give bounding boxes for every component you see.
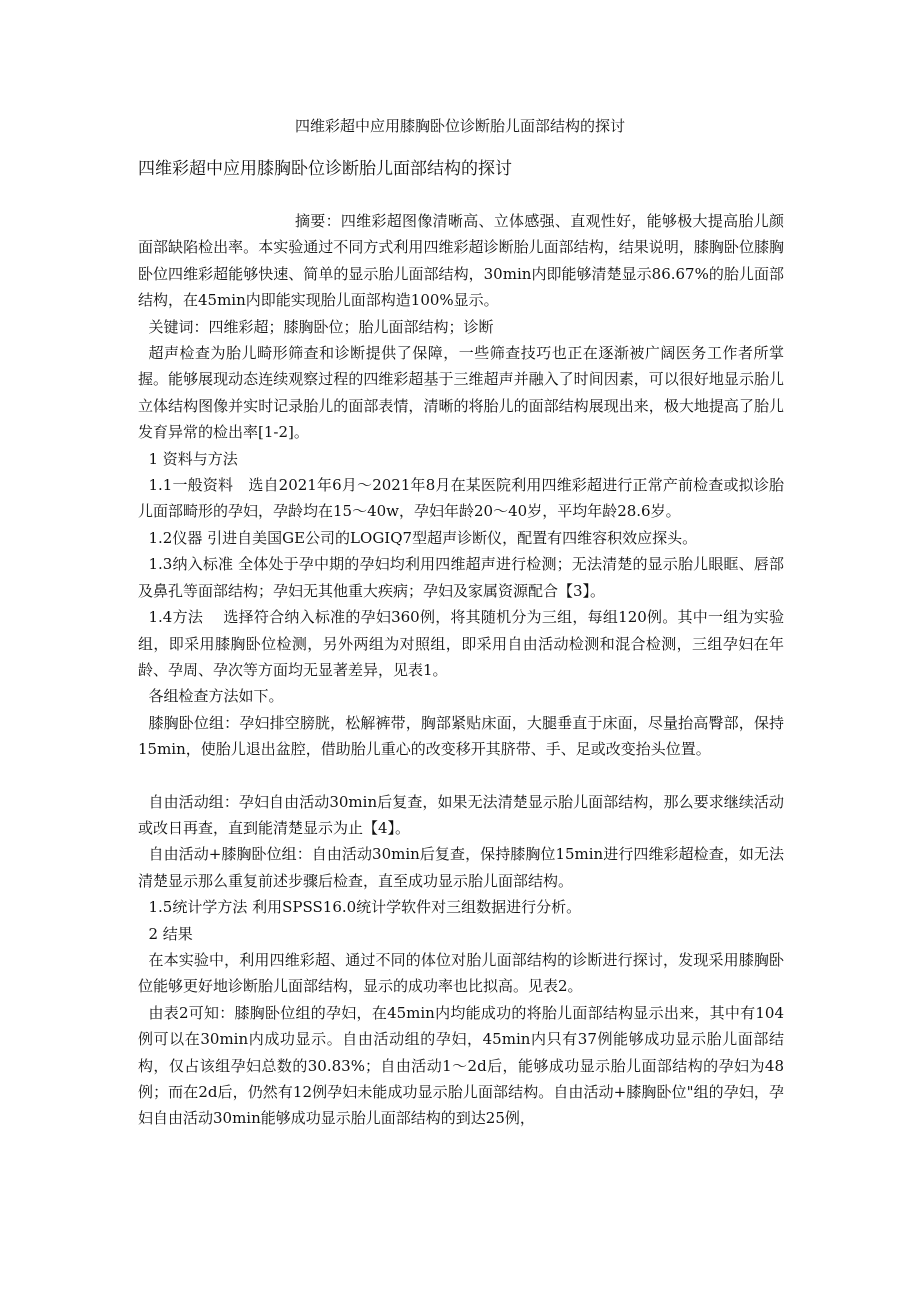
method-paragraph: 1.4方法 选择符合纳入标准的孕妇360例，将其随机分为三组，每组120例。其中一组为实验组，即采用膝胸卧位检测，另外两组为对照组，即采用自由活动检测和混合检测，三组孕妇在年龄、孕周、孕次等方面均无显著差异，见表1。 (138, 608, 784, 679)
knee-chest-group-paragraph: 膝胸卧位组：孕妇排空膀胱，松解裤带，胸部紧贴床面，大腿垂直于床面，尽量抬高臀部，保持15min，使胎儿退出盆腔，借助胎儿重心的改变移开其脐带、手、足或改变抬头位置。 (138, 713, 784, 759)
keywords-paragraph: 关键词：四维彩超；膝胸卧位；胎儿面部结构；诊断 (148, 317, 494, 336)
abstract-paragraph: 摘要：四维彩超图像清晰高、立体感强、直观性好，能够极大提高胎儿颜面部缺陷检出率。本实验通过不同方式利用四维彩超诊断胎儿面部结构，结果说明，膝胸卧位膝胸卧位四维彩超能够快速、简单的显示胎儿面部结构，30min内即能够清楚显示86.67%的胎儿面部结构，在45min内即能实现胎儿面部构造100%显示。 (138, 212, 784, 310)
results-paragraph: 在本实验中，利用四维彩超、通过不同的体位对胎儿面部结构的诊断进行探讨，发现采用膝胸卧位能够更好地诊断胎儿面部结构，显示的成功率也比拟高。见表2。 (138, 950, 784, 996)
section-heading-methods: 1 资料与方法 (148, 449, 238, 468)
general-info-paragraph: 1.1一般资料 选自2021年6月～2021年8月在某医院利用四维彩超进行正常产前检查或拟诊胎儿面部畸形的孕妇，孕龄均在15～40w，孕妇年龄20～40岁，平均年龄28.6岁。 (138, 476, 784, 521)
document-body (138, 208, 784, 1132)
instrument-paragraph: 1.2仪器 引进自美国GE公司的LOGIQ7型超声诊断仪，配置有四维容积效应探头。 (148, 528, 698, 547)
group-methods-intro: 各组检查方法如下。 (148, 687, 284, 706)
blank-line (138, 763, 784, 789)
inclusion-criteria-paragraph: 1.3纳入标准 全体处于孕中期的孕妇均利用四维超声进行检测；无法清楚的显示胎儿眼眶、唇部及鼻孔等面部结构；孕妇无其他重大疾病；孕妇及家属资源配合【3】。 (138, 555, 784, 600)
document-title-centered: 四维彩超中应用膝胸卧位诊断胎儿面部结构的探讨 (294, 117, 625, 135)
combined-group-paragraph: 自由活动+膝胸卧位组：自由活动30min后复查，保持膝胸位15min进行四维彩超检查，如无法清楚显示那么重复前述步骤后检查，直至成功显示胎儿面部结构。 (138, 845, 784, 890)
document-title: 四维彩超中应用膝胸卧位诊断胎儿面部结构的探讨 (138, 159, 512, 179)
statistics-paragraph: 1.5统计学方法 利用SPSS16.0统计学软件对三组数据进行分析。 (148, 898, 582, 917)
free-activity-group-paragraph: 自由活动组：孕妇自由活动30min后复查，如果无法清楚显示胎儿面部结构，那么要求继续活动或改日再查，直到能清楚显示为止【4】。 (138, 792, 784, 837)
section-heading-results: 2 结果 (148, 924, 193, 943)
intro-paragraph: 超声检查为胎儿畸形筛查和诊断提供了保障，一些筛查技巧也正在逐渐被广阔医务工作者所掌握。能够展现动态连续观察过程的四维彩超基于三维超声并融入了时间因素，可以很好地显示胎儿立体结构图像并实时记录胎儿的面部表情，清晰的将胎儿的面部结构展现出来，极大地提高了胎儿发育异常的检出率[1-2]。 (138, 344, 784, 442)
table2-analysis-paragraph: 由表2可知：膝胸卧位组的孕妇，在45min内均能成功的将胎儿面部结构显示出来，其中有104例可以在30min内成功显示。自由活动组的孕妇，45min内只有37例能够成功显示胎儿面部结构，仅占该组孕妇总数的30.83%；自由活动1～2d后，能够成功显示胎儿面部结构的孕妇为48例；而在2d后，仍然有12例孕妇未能成功显示胎儿面部结构。自由活动+膝胸卧位"组的孕妇，孕妇自由活动30min能够成功显示胎儿面部结构的到达25例， (138, 1003, 784, 1128)
